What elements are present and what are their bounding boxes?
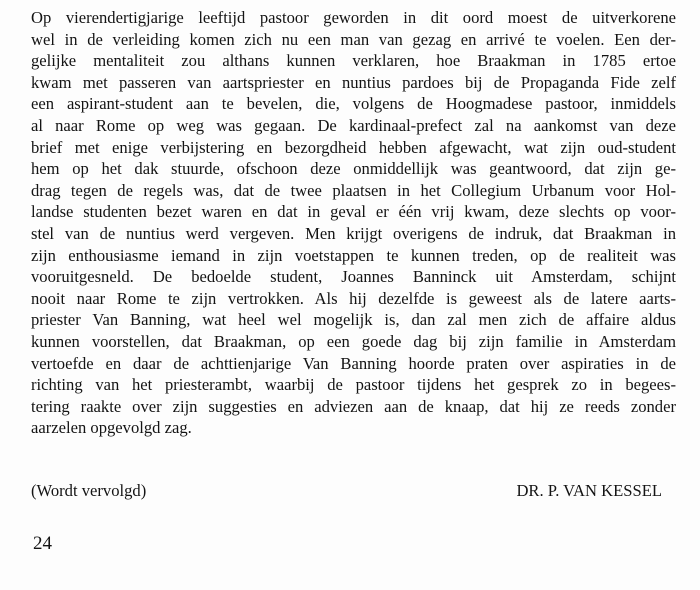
text-line-6: al naar Rome op weg was gegaan. De kardinaal-prefect zal na aankomst van deze <box>31 115 676 135</box>
text-line-18: richting van het priesterambt, waarbij de pastoor tijdens het gesprek zo in begees- <box>31 375 676 395</box>
text-line-15: priester Van Banning, wat heel wel mogelijk is, dan zal men zich de affaire aldus <box>31 310 676 330</box>
article-body <box>31 7 676 439</box>
text-line-20: aarzelen opgevolgd zag. <box>31 418 192 438</box>
text-line-12: zijn enthousiasme iemand in zijn voetstappen te kunnen treden, op de realiteit was <box>31 245 676 265</box>
text-line-10: landse studenten bezet waren en dat in geval er één vrij kwam, deze slechts op voor- <box>31 202 676 222</box>
text-line-14: nooit naar Rome te zijn vertrokken. Als hij dezelfde is geweest als de latere aarts- <box>31 288 676 308</box>
text-line-5: een aspirant-student aan te bevelen, die, volgens de Hoogmadese pastoor, inmiddels <box>31 94 676 114</box>
text-line-16: kunnen voorstellen, dat Braakman, op een goede dag bij zijn familie in Amsterdam <box>31 331 676 351</box>
signature-row <box>31 480 676 502</box>
text-line-19: tering raakte over zijn suggesties en adviezen aan de knaap, dat hij ze reeds zonder <box>31 396 676 416</box>
text-line-2: wel in de verleiding komen zich nu een man van gezag en arrivé te voelen. Een der- <box>31 29 676 49</box>
text-line-3: gelijke mentaliteit zou althans kunnen verklaren, hoe Braakman in 1785 ertoe <box>31 51 676 71</box>
author-name: DR. P. VAN KESSEL <box>516 481 662 500</box>
closing-note: (Wordt vervolgd) <box>31 481 147 500</box>
text-line-9: drag tegen de regels was, dat de twee plaatsen in het Collegium Urbanum voor Hol- <box>31 180 676 200</box>
page-number: 24 <box>33 533 52 554</box>
text-line-7: brief met enige verbijstering en bezorgdheid hebben afgewacht, wat zijn oud-student <box>31 137 676 157</box>
text-line-8: hem op het dak stuurde, ofschoon deze onmiddellijk was geantwoord, dat zijn ge- <box>31 159 676 179</box>
text-line-4: kwam met passeren van aartspriester en nuntius pardoes bij de Propaganda Fide zelf <box>31 72 676 92</box>
text-line-17: vertoefde en daar de achttienjarige Van Banning hoorde praten over aspiraties in de <box>31 353 676 373</box>
text-line-1: Op vierendertigjarige leeftijd pastoor geworden in dit oord moest de uitverkorene <box>31 8 676 27</box>
text-line-13: vooruitgesneld. De bedoelde student, Joannes Banninck uit Amsterdam, schijnt <box>31 267 676 287</box>
text-line-11: stel van de nuntius werd vergeven. Men krijgt overigens de indruk, dat Braakman in <box>31 223 676 243</box>
